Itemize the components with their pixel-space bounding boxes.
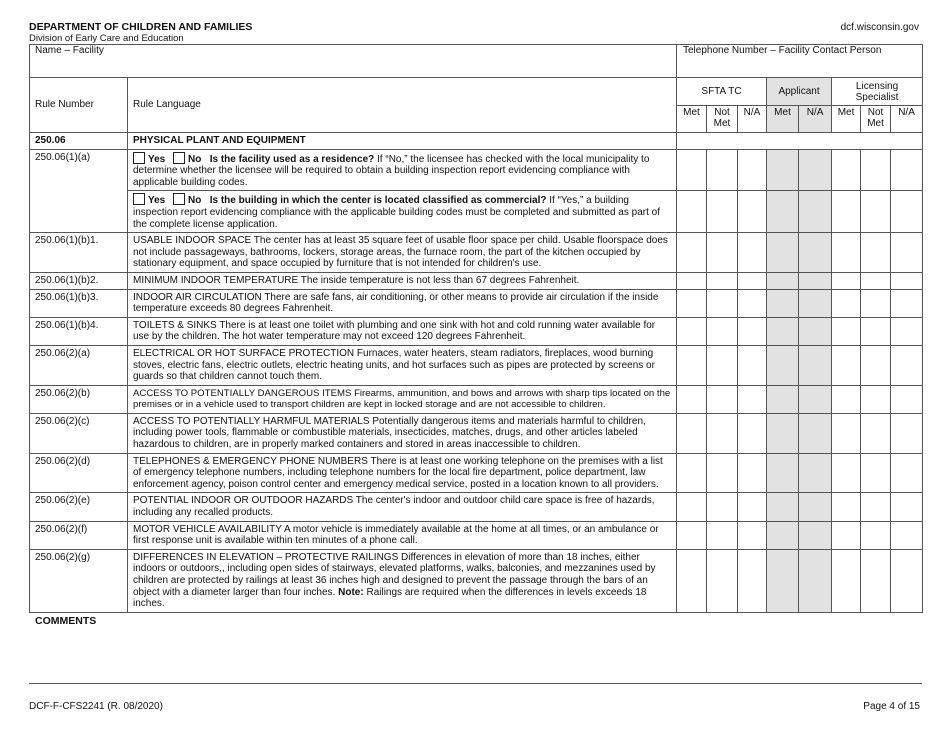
specialist-na-cell[interactable] [891, 413, 923, 453]
table-row [30, 521, 923, 549]
table-header-row [30, 78, 923, 106]
yes-label: Yes [148, 153, 166, 165]
field-divider [676, 44, 677, 77]
sfta-met-cell[interactable] [677, 233, 707, 273]
rule-language: ELECTRICAL OR HOT SURFACE PROTECTION Furnaces, water heaters, steam radiators, fireplaces, wood burning stoves, electric fans, electric outlets, electric heating units, and hot surfaces such as pipes are protected by screens or guards so that children cannot touch them. [128, 345, 677, 385]
applicant-met-cell[interactable] [767, 521, 799, 549]
specialist-met-cell[interactable] [832, 191, 861, 233]
sfta-met-cell[interactable] [677, 289, 707, 317]
rule-language: MOTOR VEHICLE AVAILABILITY A motor vehicle is immediately available at the home at all times, or an ambulance or first response unit is available within ten minutes of a phone call. [128, 521, 677, 549]
applicant-na-cell[interactable] [799, 413, 832, 453]
sfta-na-cell[interactable] [738, 233, 767, 273]
rule-language: ACCESS TO POTENTIALLY DANGEROUS ITEMS Firearms, ammunition, and bows and arrows with sharp tips located on the premises or in a vehicle used to transport children are kept in locked storage and are not accessible to children. [128, 385, 677, 413]
rule-language [128, 191, 677, 233]
table-row [30, 493, 923, 521]
applicant-na-cell[interactable] [799, 493, 832, 521]
applicant-na-cell[interactable] [799, 233, 832, 273]
applicant-met-cell[interactable] [767, 385, 799, 413]
sub-col-met: Met [832, 106, 861, 133]
specialist-not-met-cell[interactable] [861, 149, 891, 191]
sfta-not-met-cell[interactable] [707, 233, 738, 273]
rule-language: TELEPHONES & EMERGENCY PHONE NUMBERS There is at least one working telephone on the premises with a list of emergency telephone numbers, including telephone numbers for the local fire department, police department, law enforcement agency, poison control center and emergency medical service, posted in a location known to all providers. [128, 453, 677, 493]
note-label: Note: [338, 586, 364, 598]
sfta-met-cell[interactable] [677, 191, 707, 233]
sfta-not-met-cell[interactable] [707, 345, 738, 385]
applicant-met-cell[interactable] [767, 345, 799, 385]
specialist-na-cell[interactable] [891, 493, 923, 521]
rule-language [128, 549, 677, 612]
sfta-met-cell[interactable] [677, 493, 707, 521]
rule-number: 250.06(2)(d) [30, 453, 128, 493]
section-blank [677, 133, 923, 150]
specialist-met-cell[interactable] [832, 385, 861, 413]
specialist-not-met-cell[interactable] [861, 493, 891, 521]
rule-language: POTENTIAL INDOOR OR OUTDOOR HAZARDS The center's indoor and outdoor child care space is free of hazards, including any recalled products. [128, 493, 677, 521]
applicant-met-cell[interactable] [767, 493, 799, 521]
applicant-na-cell[interactable] [799, 345, 832, 385]
question-detail: If “No,” the licensee has checked with the local municipality to determine whether the licensee will be required to obtain a building inspection report evidencing compliance with applicable building codes. [133, 153, 650, 188]
applicant-na-cell[interactable] [799, 191, 832, 233]
sfta-na-cell[interactable] [738, 149, 767, 191]
specialist-na-cell[interactable] [891, 521, 923, 549]
sfta-na-cell[interactable] [738, 385, 767, 413]
sfta-not-met-cell[interactable] [707, 453, 738, 493]
specialist-na-cell[interactable] [891, 289, 923, 317]
sub-col-met: Met [677, 106, 707, 133]
rule-language [128, 149, 677, 191]
sfta-not-met-cell[interactable] [707, 493, 738, 521]
table-row [30, 549, 923, 612]
sfta-not-met-cell[interactable] [707, 289, 738, 317]
specialist-not-met-cell[interactable] [861, 317, 891, 345]
specialist-not-met-cell[interactable] [861, 289, 891, 317]
col-header-rule-language: Rule Language [128, 78, 677, 133]
rule-language: ACCESS TO POTENTIALLY HARMFUL MATERIALS Potentially dangerous items and materials harmful to children, including power tools, flammable or combustible materials, insecticides, matches, drugs, and other articles labeled hazardous to children, are in properly marked containers and stored in areas inaccessible to children. [128, 413, 677, 453]
applicant-na-cell[interactable] [799, 453, 832, 493]
applicant-met-cell[interactable] [767, 453, 799, 493]
facility-name-label: Name – Facility [35, 45, 104, 56]
specialist-met-cell[interactable] [832, 493, 861, 521]
section-number: 250.06 [30, 133, 128, 150]
rule-number: 250.06(1)(b)3. [30, 289, 128, 317]
rule-number: 250.06(1)(b)2. [30, 272, 128, 289]
yes-checkbox[interactable] [133, 152, 145, 164]
sfta-na-cell[interactable] [738, 521, 767, 549]
sub-col-na: N/A [891, 106, 923, 133]
comments-label: COMMENTS [35, 615, 97, 627]
specialist-not-met-cell[interactable] [861, 413, 891, 453]
specialist-not-met-cell[interactable] [861, 345, 891, 385]
sfta-not-met-cell[interactable] [707, 191, 738, 233]
sfta-not-met-cell[interactable] [707, 149, 738, 191]
sfta-met-cell[interactable] [677, 453, 707, 493]
sfta-met-cell[interactable] [677, 317, 707, 345]
question-text: Is the facility used as a residence? [209, 153, 375, 165]
specialist-not-met-cell[interactable] [861, 191, 891, 233]
no-checkbox[interactable] [173, 193, 185, 205]
rule-number: 250.06(1)(b)1. [30, 233, 128, 273]
sub-col-na: N/A [738, 106, 767, 133]
rule-number: 250.06(1)(b)4. [30, 317, 128, 345]
table-row [30, 233, 923, 273]
col-header-rule-number: Rule Number [30, 78, 128, 133]
specialist-met-cell[interactable] [832, 453, 861, 493]
specialist-met-cell[interactable] [832, 345, 861, 385]
table-row [30, 191, 923, 233]
specialist-not-met-cell[interactable] [861, 385, 891, 413]
rule-number: 250.06(1)(a) [30, 149, 128, 233]
sfta-met-cell[interactable] [677, 149, 707, 191]
specialist-na-cell[interactable] [891, 149, 923, 191]
specialist-na-cell[interactable] [891, 317, 923, 345]
no-checkbox[interactable] [173, 152, 185, 164]
specialist-na-cell[interactable] [891, 385, 923, 413]
table-row [30, 317, 923, 345]
department-name: DEPARTMENT OF CHILDREN AND FAMILIES [29, 21, 253, 33]
sfta-na-cell[interactable] [738, 191, 767, 233]
table-row [30, 149, 923, 191]
sfta-na-cell[interactable] [738, 317, 767, 345]
question-text: Is the building in which the center is located classified as commercial? [209, 195, 547, 207]
sfta-na-cell[interactable] [738, 345, 767, 385]
specialist-met-cell[interactable] [832, 289, 861, 317]
specialist-not-met-cell[interactable] [861, 233, 891, 273]
sfta-not-met-cell[interactable] [707, 413, 738, 453]
sfta-met-cell[interactable] [677, 345, 707, 385]
applicant-na-cell[interactable] [799, 272, 832, 289]
sfta-na-cell[interactable] [738, 272, 767, 289]
applicant-met-cell[interactable] [767, 191, 799, 233]
rule-language: TOILETS & SINKS There is at least one toilet with plumbing and one sink with hot and cold running water available for use by the children. The hot water temperature may not exceed 120 degrees Fahrenheit. [128, 317, 677, 345]
specialist-na-cell[interactable] [891, 191, 923, 233]
specialist-met-cell[interactable] [832, 549, 861, 612]
specialist-not-met-cell[interactable] [861, 453, 891, 493]
specialist-na-cell[interactable] [891, 233, 923, 273]
sfta-met-cell[interactable] [677, 272, 707, 289]
rule-text: DIFFERENCES IN ELEVATION – PROTECTIVE RAILINGS Differences in elevation of more than 18 inches, either indoors or outdoors,, including open sides of stairways, elevated platforms, walks, balconies, and mezzanines used by children are protected by railings at least 36 inches high and designed to prevent the passage through the bars of an object with a diameter larger than four inches. [133, 551, 656, 598]
specialist-na-cell[interactable] [891, 272, 923, 289]
division-name: Division of Early Care and Education [29, 33, 184, 44]
rule-number: 250.06(2)(a) [30, 345, 128, 385]
specialist-not-met-cell[interactable] [861, 549, 891, 612]
rule-language: USABLE INDOOR SPACE The center has at least 35 square feet of usable floor space per child. Usable floorspace does not include passageways, bathrooms, lockers, storage areas, the furnace room, the part of the kitchen occupied by stationary equipment, and space occupied by furniture that is not intended for children's use. [128, 233, 677, 273]
sfta-na-cell[interactable] [738, 453, 767, 493]
sfta-not-met-cell[interactable] [707, 385, 738, 413]
applicant-na-cell[interactable] [799, 521, 832, 549]
form-id: DCF-F-CFS2241 (R. 08/2020) [29, 701, 163, 712]
specialist-met-cell[interactable] [832, 521, 861, 549]
section-row [30, 133, 923, 150]
sfta-met-cell[interactable] [677, 385, 707, 413]
sfta-met-cell[interactable] [677, 413, 707, 453]
rule-number: 250.06(2)(c) [30, 413, 128, 453]
col-group-licensing-specialist: Licensing Specialist [832, 78, 923, 106]
sfta-not-met-cell[interactable] [707, 521, 738, 549]
sub-col-met: Met [767, 106, 799, 133]
field-left-border [29, 44, 30, 77]
applicant-na-cell[interactable] [799, 149, 832, 191]
applicant-na-cell[interactable] [799, 385, 832, 413]
rules-checklist-table [29, 77, 923, 613]
sfta-na-cell[interactable] [738, 289, 767, 317]
no-label: No [188, 153, 202, 165]
col-group-sfta-tc: SFTA TC [677, 78, 767, 106]
rule-language: MINIMUM INDOOR TEMPERATURE The inside temperature is not less than 67 degrees Fahrenheit. [128, 272, 677, 289]
rule-number: 250.06(2)(b) [30, 385, 128, 413]
applicant-met-cell[interactable] [767, 149, 799, 191]
sub-col-not-met: Not Met [861, 106, 891, 133]
yes-label: Yes [148, 195, 166, 207]
website-link[interactable]: dcf.wisconsin.gov [840, 22, 919, 33]
applicant-met-cell[interactable] [767, 233, 799, 273]
specialist-not-met-cell[interactable] [861, 521, 891, 549]
sub-col-not-met: Not Met [707, 106, 738, 133]
sfta-na-cell[interactable] [738, 549, 767, 612]
table-row [30, 345, 923, 385]
rule-number: 250.06(2)(f) [30, 521, 128, 549]
yes-checkbox[interactable] [133, 193, 145, 205]
applicant-met-cell[interactable] [767, 549, 799, 612]
sfta-met-cell[interactable] [677, 521, 707, 549]
applicant-met-cell[interactable] [767, 289, 799, 317]
applicant-met-cell[interactable] [767, 272, 799, 289]
sfta-not-met-cell[interactable] [707, 549, 738, 612]
sub-col-na: N/A [799, 106, 832, 133]
specialist-met-cell[interactable] [832, 233, 861, 273]
footer-rule [29, 683, 922, 684]
sfta-na-cell[interactable] [738, 413, 767, 453]
sfta-not-met-cell[interactable] [707, 272, 738, 289]
applicant-met-cell[interactable] [767, 413, 799, 453]
specialist-met-cell[interactable] [832, 149, 861, 191]
col-group-applicant: Applicant [767, 78, 832, 106]
field-right-border [922, 44, 923, 77]
specialist-na-cell[interactable] [891, 345, 923, 385]
rule-number: 250.06(2)(e) [30, 493, 128, 521]
applicant-met-cell[interactable] [767, 317, 799, 345]
table-row [30, 272, 923, 289]
sfta-met-cell[interactable] [677, 549, 707, 612]
section-title: PHYSICAL PLANT AND EQUIPMENT [128, 133, 677, 150]
applicant-na-cell[interactable] [799, 317, 832, 345]
page-number: Page 4 of 15 [863, 701, 920, 712]
specialist-met-cell[interactable] [832, 317, 861, 345]
note-text: Railings are required when the differences in levels exceeds 18 inches. [133, 586, 647, 610]
no-label: No [188, 195, 202, 207]
table-row [30, 453, 923, 493]
facility-phone-label: Telephone Number – Facility Contact Person [683, 45, 882, 56]
table-row [30, 385, 923, 413]
applicant-na-cell[interactable] [799, 289, 832, 317]
sfta-na-cell[interactable] [738, 493, 767, 521]
specialist-met-cell[interactable] [832, 272, 861, 289]
rule-number: 250.06(2)(g) [30, 549, 128, 612]
rule-language: INDOOR AIR CIRCULATION There are safe fans, air conditioning, or other means to provide air circulation if the inside temperature exceeds 80 degrees Fahrenheit. [128, 289, 677, 317]
table-row [30, 413, 923, 453]
specialist-na-cell[interactable] [891, 549, 923, 612]
specialist-na-cell[interactable] [891, 453, 923, 493]
question-detail: If “Yes,” a building inspection report evidencing compliance with the applicable building codes must be completed and submitted as part of the complete license application. [133, 195, 660, 230]
sfta-not-met-cell[interactable] [707, 317, 738, 345]
table-row [30, 289, 923, 317]
applicant-na-cell[interactable] [799, 549, 832, 612]
specialist-not-met-cell[interactable] [861, 272, 891, 289]
specialist-met-cell[interactable] [832, 413, 861, 453]
